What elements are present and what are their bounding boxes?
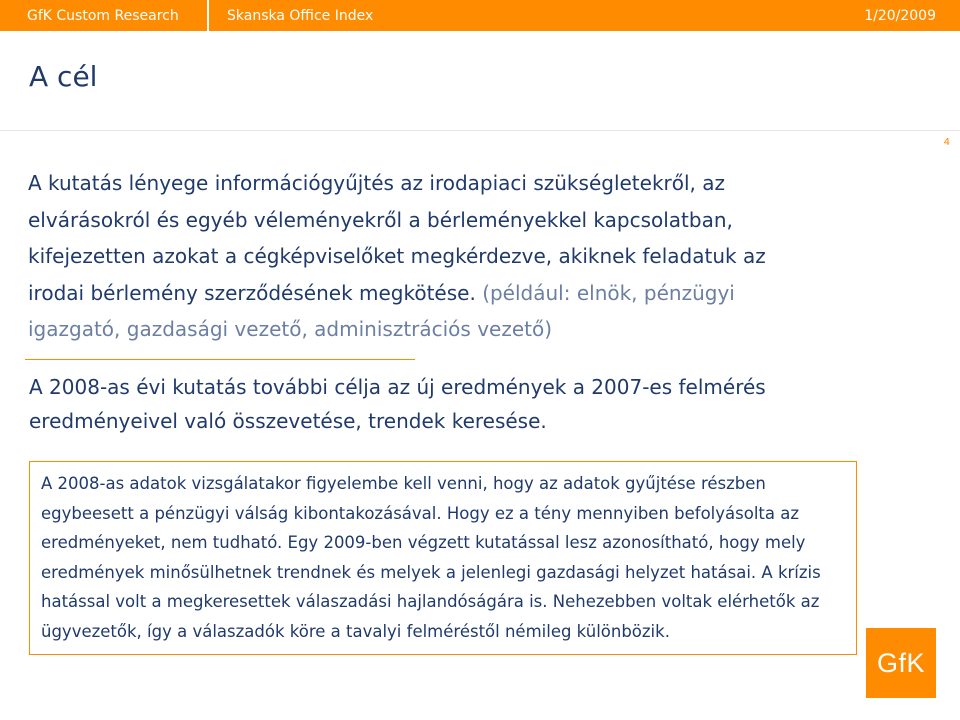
purpose-paragraph — [28, 165, 828, 348]
header-date: 1/20/2009 — [864, 7, 936, 24]
purpose-main-text: A kutatás lényege információgyűjtés az irodapiaci szükségletekről, az elvárásokról és egyéb véleményekről a bérleményekkel kapcsolatban, kifejezetten azokat a cégképviselőket megkérdezve, akiknek feladatuk az irodai bérlemény szerződésének megkötése. — [28, 171, 766, 305]
purpose-aside-text: (például: elnök, pénzügyi igazgató, gazdasági vezető, adminisztrációs vezető) — [28, 280, 735, 341]
page-title: A cél — [29, 60, 98, 93]
gfk-logo: GfK — [866, 628, 936, 698]
header-bar — [0, 0, 960, 31]
note-box — [29, 461, 857, 655]
page-number: 4 — [943, 137, 950, 148]
title-divider — [0, 130, 960, 131]
note-text: A 2008-as adatok vizsgálatakor figyelembe kell venni, hogy az adatok gyűjtése részben egybeesett a pénzügyi válság kibontakozásával. Hogy ez a tény mennyiben befolyásolta az eredményeket, nem tudható. Egy 2009-ben végzett kutatással lesz azonosítható, hogy mely eredmények minősülhetnek trendnek és melyek a jelenlegi gazdasági helyzet hatásai. A krízis hatással volt a megkeresettek válaszadási hajlandóságára is. Nehezebben voltak elérhetők az ügyvezetők, így a válaszadók köre a tavalyi felméréstől némileg különbözik. — [41, 474, 821, 641]
section-divider — [25, 359, 415, 360]
header-project: Skanska Office Index — [207, 0, 820, 31]
comparison-paragraph: A 2008-as évi kutatás további célja az új eredmények a 2007-es felmérés eredményeivel való összevetése, trendek keresése. — [29, 375, 766, 433]
header-company: GfK Custom Research — [27, 7, 179, 24]
